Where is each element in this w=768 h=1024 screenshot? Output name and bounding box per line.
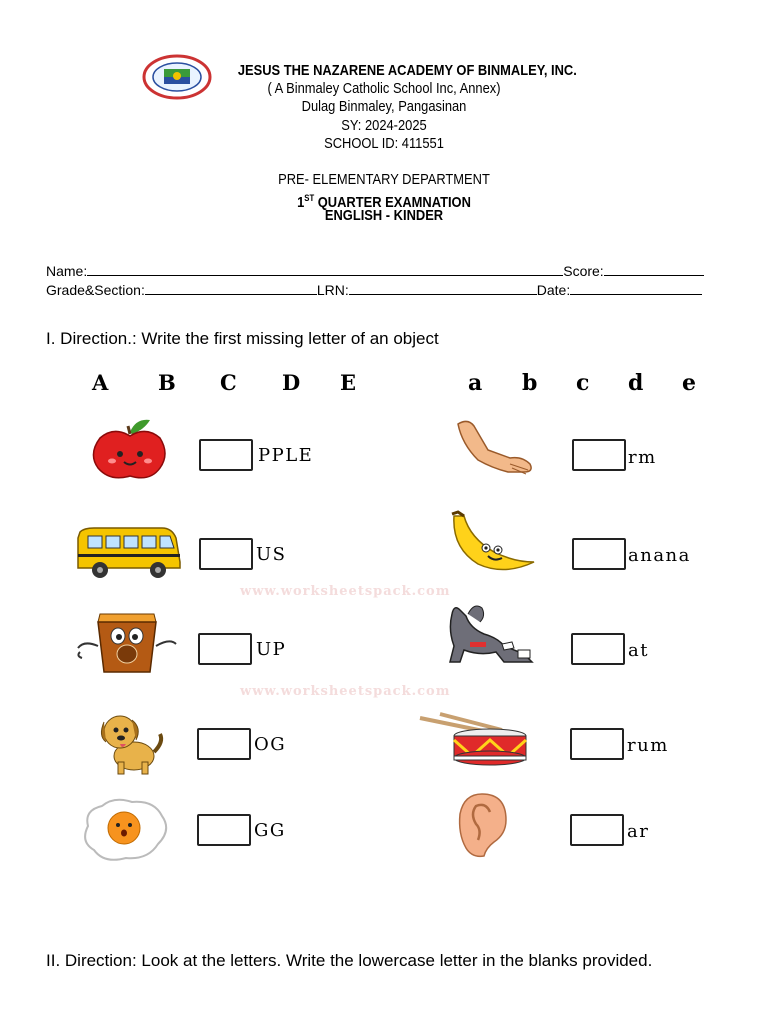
dog-icon xyxy=(84,708,180,778)
grade-lrn-date-row xyxy=(46,281,702,298)
letter-upper: E xyxy=(340,370,358,395)
lrn-field[interactable] xyxy=(349,281,537,295)
school-name: JESUS THE NAZARENE ACADEMY OF BINMALEY, INC. xyxy=(237,62,577,79)
score-label: Score: xyxy=(563,263,604,279)
word-apple: PPLE xyxy=(258,445,314,466)
answer-box-cup[interactable] xyxy=(198,633,252,665)
letter-lower: e xyxy=(682,370,697,396)
letter-lower: c xyxy=(576,370,591,396)
word-cup: UP xyxy=(256,639,287,660)
cup-icon xyxy=(72,610,182,680)
answer-box-cat[interactable] xyxy=(571,633,625,665)
banana-icon xyxy=(448,508,544,578)
arm-icon xyxy=(452,414,536,484)
department: PRE- ELEMENTARY DEPARTMENT xyxy=(278,171,490,188)
word-dog: OG xyxy=(254,734,287,755)
letter-upper: B xyxy=(158,370,177,395)
subject: ENGLISH - KINDER xyxy=(324,207,444,224)
ear-icon xyxy=(450,790,514,860)
score-field[interactable] xyxy=(604,262,704,276)
apple-icon xyxy=(84,414,180,484)
word-drum: rum xyxy=(627,735,669,756)
date-field[interactable] xyxy=(570,281,702,295)
egg-icon xyxy=(78,796,174,866)
answer-box-ear[interactable] xyxy=(570,814,624,846)
school-address: Dulag Binmaley, Pangasinan xyxy=(301,98,467,115)
direction-2: II. Direction: Look at the letters. Write the lowercase letter in the blanks provided. xyxy=(46,951,653,970)
answer-box-drum[interactable] xyxy=(570,728,624,760)
answer-box-banana[interactable] xyxy=(572,538,626,570)
watermark: www.worksheetspack.com xyxy=(240,584,451,599)
cat-icon xyxy=(440,600,536,670)
word-cat: at xyxy=(628,640,649,661)
letter-upper: C xyxy=(220,370,238,395)
word-bus: US xyxy=(256,544,287,565)
exam-title: 1ST QUARTER EXAMNATION xyxy=(297,193,471,211)
drum-icon xyxy=(416,712,532,782)
name-label: Name: xyxy=(46,263,88,279)
school-year: SY: 2024-2025 xyxy=(341,117,427,134)
grade-field[interactable] xyxy=(145,281,317,295)
lrn-label: LRN: xyxy=(316,282,349,298)
date-label: Date: xyxy=(536,282,571,298)
letter-lower: a xyxy=(468,370,484,396)
answer-box-bus[interactable] xyxy=(199,538,253,570)
watermark: www.worksheetspack.com xyxy=(240,684,451,699)
word-ear: ar xyxy=(627,821,650,842)
letter-upper: A xyxy=(92,370,110,395)
direction-1: I. Direction.: Write the first missing letter of an object xyxy=(46,329,439,348)
answer-box-dog[interactable] xyxy=(197,728,251,760)
grade-label: Grade&Section: xyxy=(46,282,145,298)
name-score-row xyxy=(46,262,704,279)
answer-box-apple[interactable] xyxy=(199,439,253,471)
answer-box-egg[interactable] xyxy=(197,814,251,846)
letter-upper: D xyxy=(282,370,302,395)
word-egg: GG xyxy=(254,820,286,841)
school-bus-icon xyxy=(74,518,184,588)
word-banana: anana xyxy=(628,545,691,566)
letter-lower: d xyxy=(628,370,645,396)
school-id: SCHOOL ID: 411551 xyxy=(324,135,444,152)
letter-lower: b xyxy=(522,370,539,396)
name-field[interactable] xyxy=(87,262,563,276)
school-subtitle: ( A Binmaley Catholic School Inc, Annex) xyxy=(267,80,501,97)
answer-box-arm[interactable] xyxy=(572,439,626,471)
word-arm: rm xyxy=(628,447,657,468)
